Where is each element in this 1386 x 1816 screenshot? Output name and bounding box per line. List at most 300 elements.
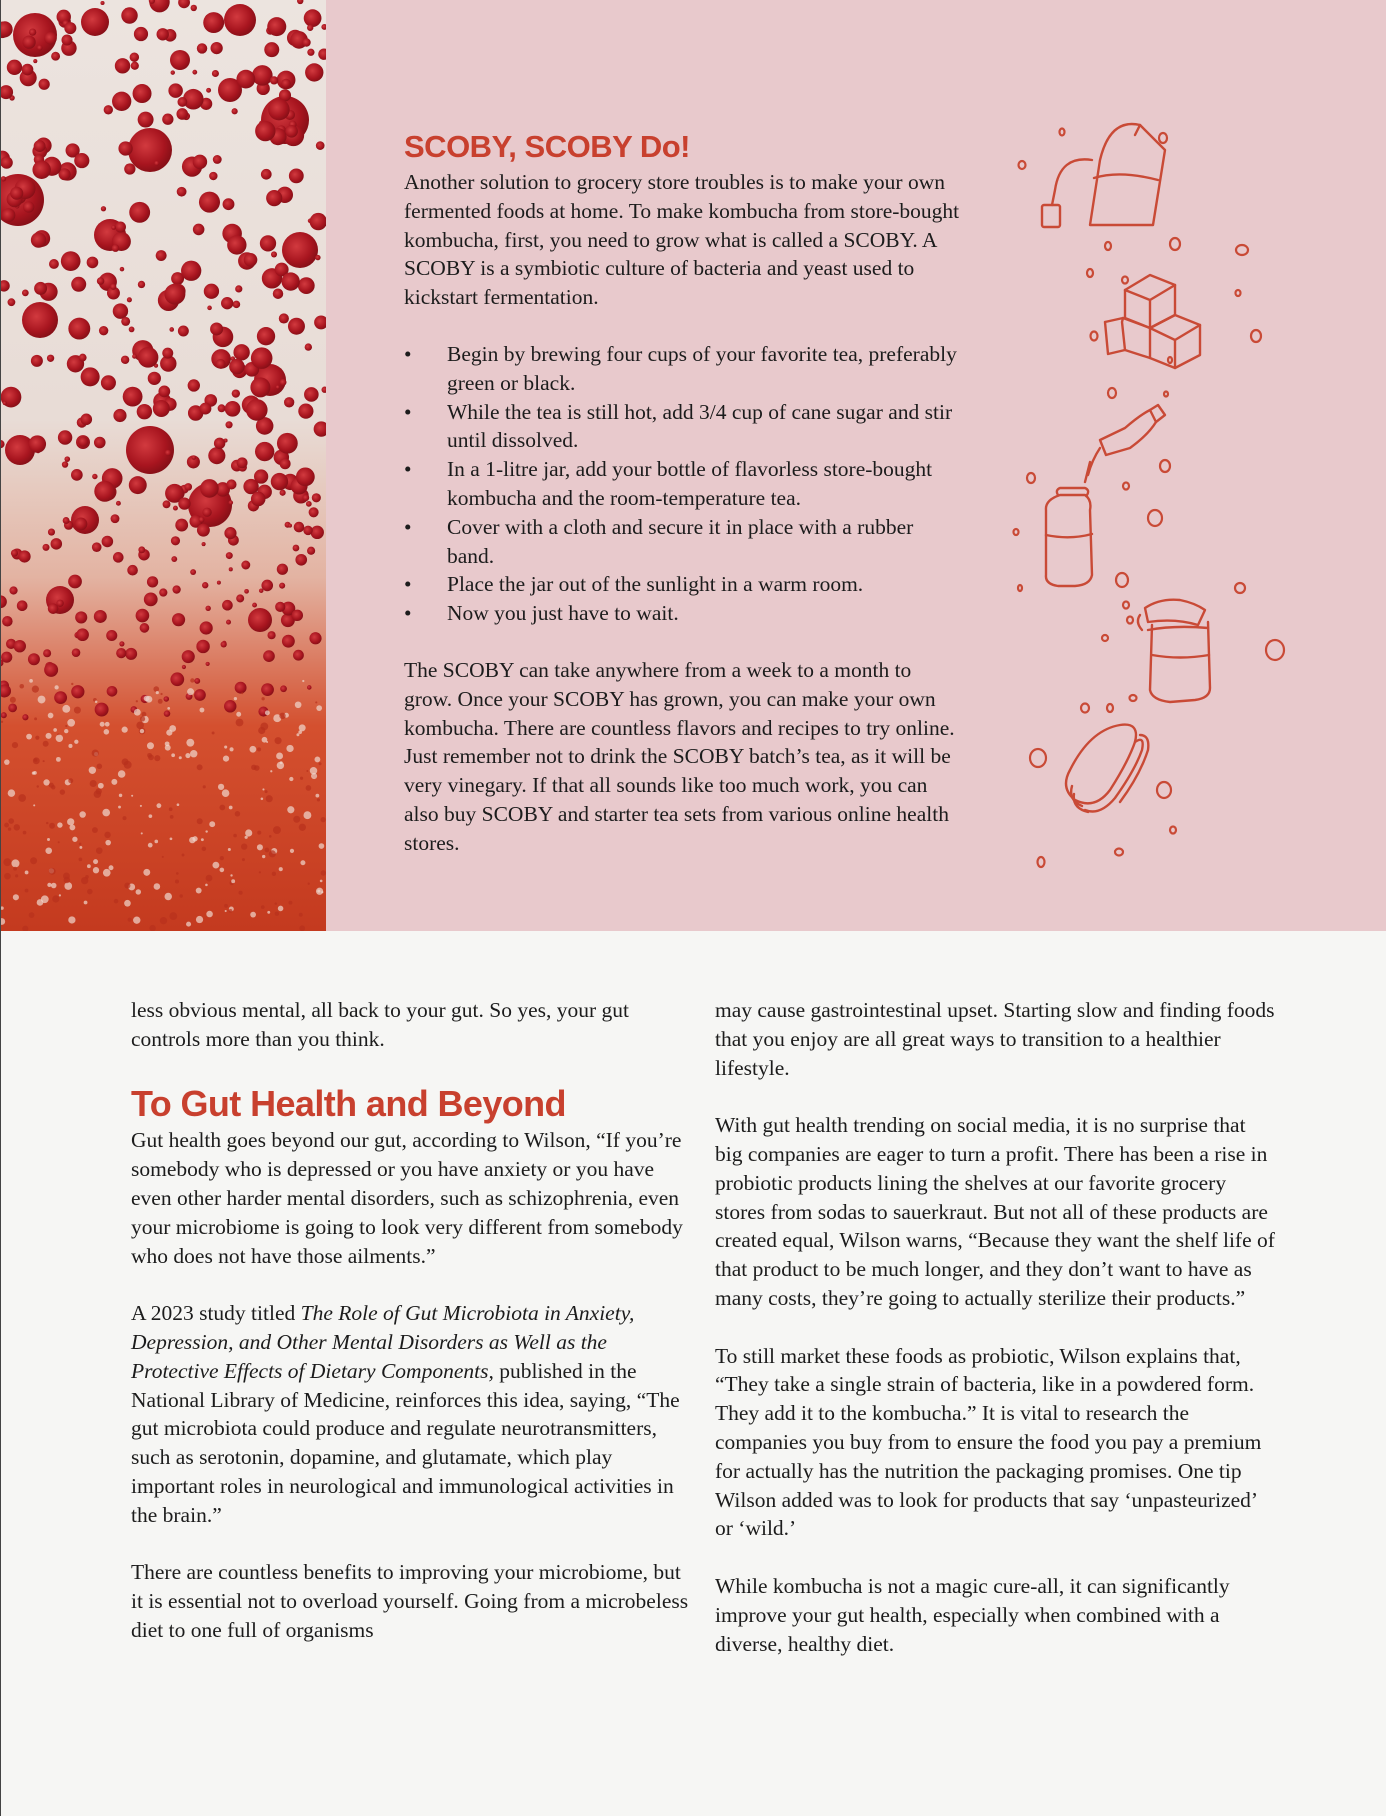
photo-speck bbox=[299, 925, 305, 931]
photo-bubble bbox=[314, 421, 326, 436]
photo-speck bbox=[212, 862, 219, 869]
photo-bubble bbox=[113, 409, 126, 422]
photo-bubble bbox=[298, 404, 313, 419]
photo-speck bbox=[34, 717, 37, 720]
photo-bubble bbox=[9, 586, 17, 594]
photo-speck bbox=[298, 730, 302, 734]
photo-speck bbox=[8, 818, 14, 824]
photo-bubble bbox=[296, 467, 315, 486]
photo-speck bbox=[190, 678, 194, 682]
photo-bubble bbox=[282, 232, 318, 268]
photo-speck bbox=[4, 759, 10, 765]
photo-speck bbox=[57, 822, 62, 827]
photo-bubble bbox=[280, 458, 291, 469]
photo-bubble bbox=[182, 665, 186, 669]
photo-bubble bbox=[31, 355, 43, 367]
photo-speck bbox=[192, 836, 197, 841]
photo-speck bbox=[30, 857, 37, 864]
photo-bubble bbox=[116, 648, 126, 658]
photo-bubble bbox=[312, 493, 321, 502]
photo-bubble bbox=[221, 641, 227, 647]
photo-speck bbox=[46, 733, 52, 739]
photo-bubble bbox=[33, 59, 37, 63]
photo-speck bbox=[287, 806, 294, 813]
photo-speck bbox=[265, 710, 270, 715]
photo-speck bbox=[52, 895, 59, 902]
photo-speck bbox=[65, 725, 67, 727]
photo-speck bbox=[315, 757, 321, 763]
photo-bubble bbox=[191, 5, 197, 11]
photo-bubble bbox=[106, 630, 117, 641]
photo-bubble bbox=[129, 476, 147, 494]
photo-bubble bbox=[164, 710, 171, 717]
photo-speck bbox=[49, 783, 54, 788]
photo-speck bbox=[190, 750, 197, 757]
photo-bubble bbox=[29, 435, 46, 452]
photo-bubble bbox=[184, 483, 192, 491]
photo-speck bbox=[13, 867, 17, 871]
photo-bubble bbox=[252, 603, 257, 608]
photo-bubble bbox=[1, 712, 7, 718]
photo-bubble bbox=[168, 83, 182, 97]
photo-bubble bbox=[188, 379, 200, 391]
photo-bubble bbox=[259, 588, 264, 593]
photo-speck bbox=[250, 912, 256, 918]
bullet: • bbox=[404, 399, 412, 424]
photo-bubble bbox=[111, 225, 116, 230]
paragraph: less obvious mental, all back to your gut. So yes, your gut controls more than you think. bbox=[131, 998, 630, 1051]
photo-bubble bbox=[221, 297, 233, 309]
photo-bubble bbox=[225, 401, 241, 417]
photo-speck bbox=[196, 888, 202, 894]
photo-speck bbox=[235, 811, 241, 817]
photo-speck bbox=[251, 765, 256, 770]
photo-speck bbox=[160, 917, 167, 924]
photo-speck bbox=[175, 879, 179, 883]
photo-speck bbox=[279, 867, 283, 871]
photo-bubble bbox=[34, 282, 47, 295]
photo-bubble bbox=[235, 285, 242, 292]
photo-bubble bbox=[289, 168, 304, 183]
photo-speck bbox=[79, 843, 82, 846]
photo-bubble bbox=[94, 481, 115, 502]
photo-bubble bbox=[94, 437, 106, 449]
photo-speck bbox=[136, 889, 141, 894]
photo-bubble bbox=[81, 367, 100, 386]
photo-bubble bbox=[310, 213, 326, 230]
photo-bubble bbox=[298, 277, 315, 294]
photo-speck bbox=[60, 789, 65, 794]
photo-speck bbox=[321, 870, 326, 875]
photo-bubble bbox=[267, 17, 286, 36]
photo-speck bbox=[62, 705, 70, 713]
photo-speck bbox=[104, 832, 110, 838]
photo-speck bbox=[236, 719, 244, 727]
photo-speck bbox=[171, 753, 175, 757]
photo-bubble bbox=[233, 344, 249, 360]
photo-bubble bbox=[42, 544, 49, 551]
photo-speck bbox=[273, 826, 281, 834]
photo-bubble bbox=[112, 92, 131, 111]
photo-speck bbox=[64, 882, 72, 890]
photo-speck bbox=[54, 685, 58, 689]
photo-bubble bbox=[232, 389, 240, 397]
photo-bubble bbox=[233, 301, 241, 309]
tea-bag-icon bbox=[1042, 124, 1165, 227]
photo-bubble bbox=[204, 284, 219, 299]
photo-bubble bbox=[206, 662, 210, 666]
photo-bubble bbox=[293, 545, 300, 552]
photo-bubble bbox=[305, 63, 323, 81]
photo-bubble bbox=[271, 473, 288, 490]
photo-bubble bbox=[196, 640, 209, 653]
photo-speck bbox=[68, 778, 73, 783]
photo-speck bbox=[185, 753, 190, 758]
photo-bubble bbox=[74, 153, 89, 168]
photo-bubble bbox=[294, 522, 305, 533]
photo-bubble bbox=[224, 527, 236, 539]
photo-bubble bbox=[170, 672, 184, 686]
photo-bubble bbox=[213, 155, 222, 164]
photo-speck bbox=[311, 773, 317, 779]
photo-bubble bbox=[222, 600, 233, 611]
photo-bubble bbox=[94, 610, 107, 623]
photo-speck bbox=[228, 848, 231, 851]
photo-speck bbox=[266, 741, 268, 743]
photo-speck bbox=[11, 859, 19, 867]
photo-speck bbox=[105, 840, 111, 846]
photo-speck bbox=[124, 900, 131, 907]
photo-bubble bbox=[227, 235, 246, 254]
photo-speck bbox=[148, 843, 153, 848]
photo-speck bbox=[212, 732, 215, 735]
photo-speck bbox=[249, 746, 256, 753]
photo-bubble bbox=[171, 70, 175, 74]
photo-speck bbox=[220, 856, 224, 860]
photo-speck bbox=[14, 824, 20, 830]
photo-bubble bbox=[129, 202, 150, 223]
photo-speck bbox=[162, 856, 164, 858]
paragraph-study bbox=[131, 1299, 691, 1529]
photo-bubble bbox=[307, 547, 315, 555]
photo-bubble bbox=[137, 404, 152, 419]
starter-bottle-icon bbox=[1085, 405, 1165, 482]
photo-bubble bbox=[111, 514, 120, 523]
photo-bubble bbox=[268, 99, 290, 121]
photo-speck bbox=[64, 729, 68, 733]
photo-speck bbox=[199, 708, 204, 713]
paragraph: To still market these foods as probiotic, Wilson explains that, “They take a single strain of bacteria, like in a powdered form. They add it to the kombucha.” It is vital to research the companies you buy from to ensure the food you pay a premium for actually has the nutrition the packaging promises. One tip Wilson added was to look for products that say ‘unpasteurized’ or ‘wild.’ bbox=[715, 1343, 1262, 1541]
photo-bubble bbox=[121, 317, 130, 326]
photo-bubble bbox=[206, 88, 211, 93]
photo-bubble bbox=[260, 235, 276, 251]
photo-bubble bbox=[224, 700, 236, 712]
photo-speck bbox=[49, 868, 56, 875]
photo-bubble bbox=[58, 430, 72, 444]
photo-speck bbox=[295, 701, 302, 708]
photo-bubble bbox=[28, 653, 40, 665]
photo-speck bbox=[87, 864, 91, 868]
photo-speck bbox=[234, 697, 237, 700]
photo-bubble bbox=[223, 198, 235, 210]
photo-bubble bbox=[43, 649, 51, 657]
photo-bubble bbox=[44, 32, 57, 45]
photo-bubble bbox=[225, 421, 232, 428]
photo-speck bbox=[196, 916, 203, 923]
step-text: While the tea is still hot, add 3/4 cup of cane sugar and stir until dissolved. bbox=[447, 399, 953, 453]
photo-speck bbox=[58, 841, 60, 843]
photo-bubble bbox=[2, 616, 13, 627]
photo-speck bbox=[96, 847, 103, 854]
photo-bubble bbox=[275, 602, 285, 612]
photo-bubble bbox=[200, 479, 219, 498]
photo-speck bbox=[128, 918, 132, 922]
list-item bbox=[404, 599, 964, 628]
photo-speck bbox=[229, 909, 233, 913]
photo-speck bbox=[300, 860, 305, 865]
photo-speck bbox=[296, 733, 299, 736]
photo-speck bbox=[233, 834, 237, 838]
photo-bubble bbox=[131, 62, 139, 70]
photo-speck bbox=[4, 823, 9, 828]
photo-speck bbox=[262, 855, 265, 858]
photo-bubble bbox=[61, 34, 72, 45]
photo-speck bbox=[272, 872, 276, 876]
photo-bubble bbox=[51, 538, 63, 550]
photo-speck bbox=[288, 901, 292, 905]
photo-speck bbox=[48, 713, 54, 719]
photo-bubble bbox=[164, 696, 170, 702]
study-title: The Role of Gut Microbiota in Anxiety, Depression, and Other Mental Disorders as Well as the Protective Effects of Dietary Components, bbox=[131, 1301, 635, 1383]
photo-bubble bbox=[281, 79, 291, 89]
photo-bubble bbox=[22, 35, 35, 48]
photo-bubble bbox=[129, 326, 135, 332]
photo-bubble bbox=[217, 581, 221, 585]
photo-bubble bbox=[226, 552, 233, 559]
photo-bubble bbox=[251, 347, 273, 369]
photo-bubble bbox=[157, 28, 169, 40]
photo-speck bbox=[118, 806, 121, 809]
photo-speck bbox=[167, 707, 170, 710]
photo-bubble bbox=[1, 652, 12, 663]
photo-bubble bbox=[267, 631, 275, 639]
photo-speck bbox=[63, 873, 70, 880]
scoby-steps-list bbox=[404, 340, 964, 628]
photo-bubble bbox=[29, 28, 36, 35]
photo-speck bbox=[154, 883, 161, 890]
photo-speck bbox=[300, 777, 303, 780]
photo-speck bbox=[223, 755, 229, 761]
photo-speck bbox=[56, 757, 61, 762]
photo-bubble bbox=[159, 588, 167, 596]
photo-speck bbox=[257, 831, 261, 835]
photo-speck bbox=[79, 811, 85, 817]
photo-bubble bbox=[170, 50, 190, 70]
photo-bubble bbox=[123, 387, 143, 407]
photo-speck bbox=[299, 913, 303, 917]
photo-bubble bbox=[37, 45, 42, 50]
photo-speck bbox=[289, 777, 293, 781]
photo-speck bbox=[321, 891, 323, 893]
photo-speck bbox=[290, 849, 294, 853]
photo-bubble bbox=[226, 620, 231, 625]
photo-bubble bbox=[0, 595, 7, 608]
photo-bubble bbox=[68, 318, 90, 340]
photo-bubble bbox=[140, 623, 150, 633]
photo-bubble bbox=[271, 251, 277, 257]
study-intro: A 2023 study titled bbox=[131, 1301, 301, 1326]
bullet: • bbox=[404, 341, 412, 366]
photo-speck bbox=[229, 806, 233, 810]
photo-bubble bbox=[158, 386, 170, 398]
paragraph: Gut health goes beyond our gut, according to Wilson, “If you’re somebody who is depressed or you have anxiety or you have even other harder mental disorders, such as schizophrenia, even your microbiome is going to look very different from somebody who does not have those ailments.” bbox=[131, 1128, 683, 1268]
photo-bubble bbox=[200, 621, 213, 634]
photo-speck bbox=[59, 894, 61, 896]
photo-speck bbox=[206, 875, 213, 882]
photo-speck bbox=[156, 691, 159, 694]
photo-bubble bbox=[246, 399, 268, 421]
photo-speck bbox=[229, 747, 233, 751]
photo-bubble bbox=[118, 141, 132, 155]
photo-bubble bbox=[8, 298, 16, 306]
photo-speck bbox=[141, 712, 146, 717]
list-item bbox=[404, 570, 964, 599]
article-column-left bbox=[131, 996, 691, 1674]
photo-bubble bbox=[153, 400, 170, 417]
scoby-sidebar bbox=[404, 128, 964, 858]
photo-speck bbox=[320, 880, 323, 883]
photo-speck bbox=[100, 722, 105, 727]
photo-bubble bbox=[138, 347, 159, 368]
photo-speck bbox=[222, 789, 230, 797]
photo-speck bbox=[257, 844, 263, 850]
photo-speck bbox=[103, 869, 111, 877]
photo-bubble bbox=[61, 251, 81, 271]
photo-speck bbox=[276, 753, 283, 760]
photo-speck bbox=[25, 871, 29, 875]
photo-speck bbox=[224, 745, 227, 748]
photo-bubble bbox=[0, 684, 11, 697]
photo-bubble bbox=[277, 564, 288, 575]
bullet: • bbox=[404, 514, 412, 539]
photo-bubble bbox=[62, 461, 68, 467]
photo-speck bbox=[13, 894, 19, 900]
photo-bubble bbox=[116, 501, 121, 506]
photo-speck bbox=[319, 843, 325, 849]
photo-bubble bbox=[314, 315, 326, 329]
photo-speck bbox=[261, 697, 264, 700]
photo-speck bbox=[43, 741, 49, 747]
photo-bubble bbox=[75, 611, 87, 623]
photo-bubble bbox=[321, 387, 326, 393]
paragraph: While kombucha is not a magic cure-all, it can significantly improve your gut health, especially when combined with a diverse, healthy diet. bbox=[715, 1573, 1230, 1656]
photo-speck bbox=[19, 684, 24, 689]
photo-speck bbox=[206, 911, 213, 918]
study-quote: published in the National Library of Medicine, reinforces this idea, saying, “The gut microbiota could produce and regulate neurotransmitters, such as serotonin, dopamine, and glutamate, which play important roles in neurological and immunological activities in the brain.” bbox=[131, 1358, 680, 1527]
photo-bubble bbox=[280, 490, 286, 496]
photo-bubble bbox=[113, 552, 124, 563]
photo-bubble bbox=[257, 327, 275, 345]
photo-bubble bbox=[207, 306, 212, 311]
photo-bubble bbox=[292, 610, 303, 621]
list-item bbox=[404, 340, 964, 398]
photo-speck bbox=[46, 822, 48, 824]
photo-speck bbox=[257, 747, 261, 751]
photo-speck bbox=[29, 679, 33, 683]
photo-bubble bbox=[138, 112, 154, 128]
sidebar-title: SCOBY, SCOBY Do! bbox=[404, 129, 690, 164]
photo-speck bbox=[67, 719, 75, 727]
photo-speck bbox=[317, 890, 320, 893]
photo-bubble bbox=[71, 277, 86, 292]
photo-bubble bbox=[224, 4, 256, 36]
photo-speck bbox=[131, 795, 133, 797]
photo-speck bbox=[109, 865, 114, 870]
photo-speck bbox=[165, 741, 170, 746]
photo-bubble bbox=[178, 326, 189, 337]
photo-bubble bbox=[192, 70, 197, 75]
photo-speck bbox=[154, 840, 158, 844]
photo-bubble bbox=[307, 25, 313, 31]
photo-bubble bbox=[104, 105, 113, 114]
photo-bubble bbox=[316, 141, 325, 150]
photo-speck bbox=[93, 867, 99, 873]
photo-speck bbox=[241, 843, 247, 849]
photo-speck bbox=[97, 764, 103, 770]
photo-bubble bbox=[202, 508, 211, 517]
photo-speck bbox=[124, 761, 132, 769]
photo-speck bbox=[177, 803, 180, 806]
photo-bubble bbox=[171, 556, 177, 562]
tea-jar-icon bbox=[1046, 488, 1092, 586]
photo-bubble bbox=[63, 517, 70, 524]
photo-bubble bbox=[162, 348, 173, 359]
photo-speck bbox=[37, 785, 39, 787]
photo-bubble bbox=[119, 641, 124, 646]
photo-speck bbox=[293, 816, 300, 823]
photo-bubble bbox=[22, 714, 28, 720]
photo-bubble bbox=[169, 327, 174, 332]
photo-speck bbox=[269, 850, 276, 857]
photo-speck bbox=[95, 701, 98, 704]
photo-bubble bbox=[305, 343, 312, 350]
photo-speck bbox=[92, 827, 98, 833]
photo-bubble bbox=[251, 492, 266, 507]
photo-bubble bbox=[229, 359, 245, 375]
photo-bubble bbox=[72, 648, 81, 657]
photo-speck bbox=[321, 817, 326, 822]
photo-speck bbox=[68, 916, 75, 923]
photo-speck bbox=[308, 883, 310, 885]
photo-bubble bbox=[263, 650, 275, 662]
photo-bubble bbox=[75, 518, 88, 531]
photo-speck bbox=[122, 727, 128, 733]
photo-bubble bbox=[297, 0, 303, 4]
photo-speck bbox=[259, 871, 261, 873]
photo-bubble bbox=[128, 128, 172, 172]
photo-bubble bbox=[218, 404, 226, 412]
photo-speck bbox=[119, 794, 122, 797]
photo-bubble bbox=[214, 438, 225, 449]
photo-bubble bbox=[202, 582, 208, 588]
photo-speck bbox=[299, 724, 306, 731]
photo-bubble bbox=[10, 187, 23, 200]
photo-speck bbox=[134, 709, 141, 716]
photo-bubble bbox=[235, 682, 247, 694]
photo-bubble bbox=[136, 609, 150, 623]
photo-bubble bbox=[18, 550, 30, 562]
photo-speck bbox=[47, 883, 51, 887]
